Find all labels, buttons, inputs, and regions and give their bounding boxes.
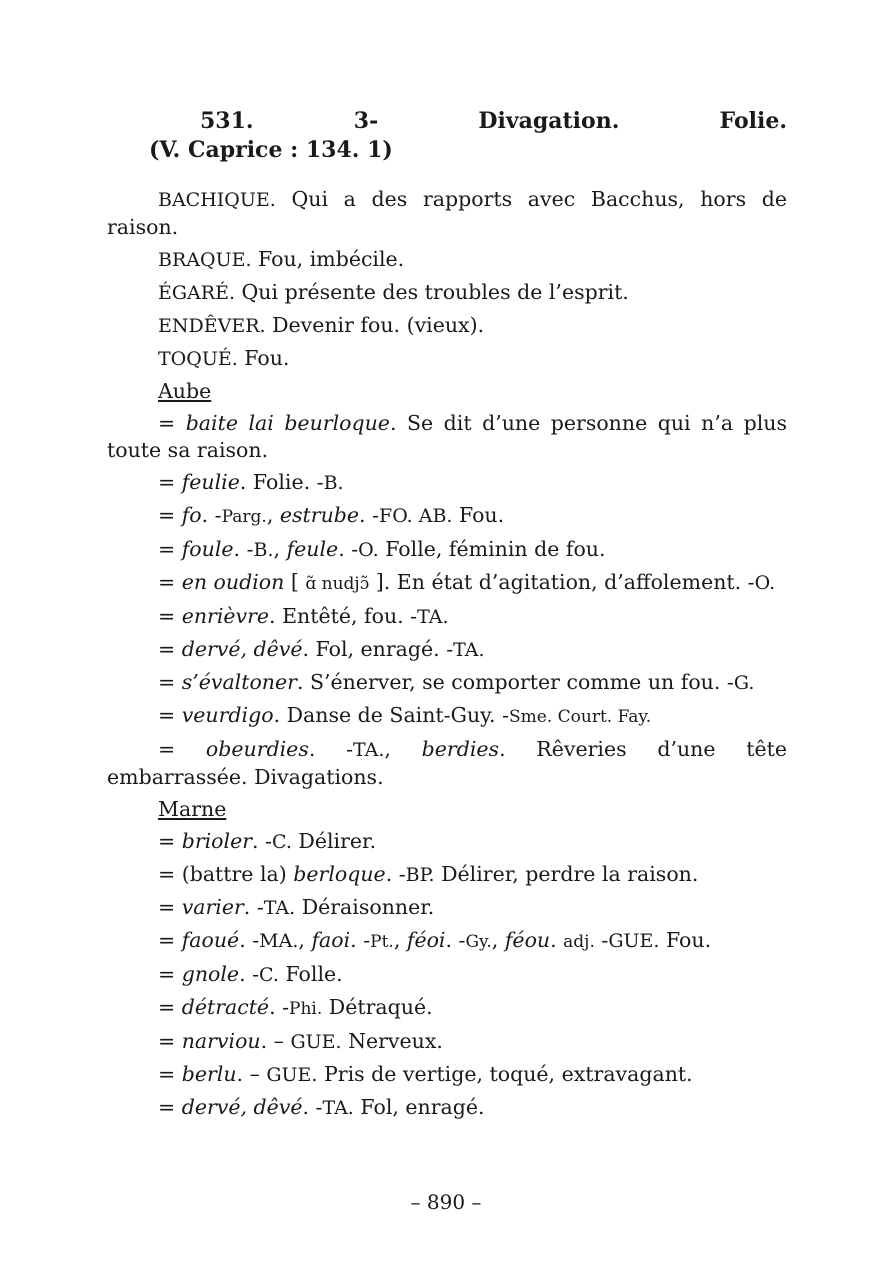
phonetic-transcription: ɑ̃ nudjɔ̃ xyxy=(305,574,370,594)
dialect-entry: = fo. -Parg., estrube. -FO. AB. Fou. xyxy=(158,503,505,527)
entry-toque: TOQUÉ. Fou. xyxy=(158,346,290,370)
dialect-entry: = brioler. -C. Délirer. xyxy=(158,829,377,853)
dialect-entry: = dervé, dêvé. -TA. Fol, enragé. xyxy=(158,1095,485,1119)
dialect-entry: = enrièvre. Entêté, fou. -TA. xyxy=(158,604,449,628)
dialect-entry: = (battre la) berloque. -BP. Délirer, perdre la raison. xyxy=(158,862,699,886)
entry-endever: ENDÊVER. Devenir fou. (vieux). xyxy=(158,313,485,337)
dialect-entry: = berlu. – GUE. Pris de vertige, toqué, extravagant. xyxy=(158,1062,693,1086)
region-heading-aube: Aube xyxy=(158,379,212,403)
entry-egare: ÉGARÉ. Qui présente des troubles de l’esprit. xyxy=(158,280,629,304)
heading-line-1 xyxy=(107,107,787,136)
document-body xyxy=(107,186,787,1127)
dialect-entry: = foule. -B., feule. -O. Folle, féminin de fou. xyxy=(158,537,606,561)
dialect-entry: = en oudion [ ɑ̃ nudjɔ̃ ]. En état d’agitation, d’affolement. -O. xyxy=(158,570,776,594)
subsection-number: 3- xyxy=(353,108,379,134)
dialect-entry: = dervé, dêvé. Fol, enragé. -TA. xyxy=(158,637,485,661)
entry-braque: BRAQUE. Fou, imbécile. xyxy=(158,247,405,271)
dialect-entry: = obeurdies. -TA., berdies. Rêveries d’une tête embarrassée. Divagations. xyxy=(107,737,787,789)
dialect-entry: = détracté. -Phi. Détraqué. xyxy=(158,995,433,1019)
dialect-entry: = gnole. -C. Folle. xyxy=(158,962,343,986)
dialect-entry: = faoué. -MA., faoi. -Pt., féoi. -Gy., féou. adj. -GUE. Fou. xyxy=(158,928,712,952)
dialect-entry: = feulie. Folie. -B. xyxy=(158,470,344,494)
heading-cross-reference: (V. Caprice : 134. 1) xyxy=(149,137,393,163)
section-number: 531. xyxy=(200,108,254,134)
heading-word-divagation: Divagation. xyxy=(478,108,620,134)
dialect-entry: = varier. -TA. Déraisonner. xyxy=(158,895,435,919)
dialect-entry: = narviou. – GUE. Nerveux. xyxy=(158,1029,443,1053)
page-number: – 890 – xyxy=(410,1190,482,1214)
entry-bachique: BACHIQUE. Qui a des rapports avec Bacchus, hors de raison. xyxy=(107,187,787,239)
dialect-entry: = baite lai beurloque. Se dit d’une personne qui n’a plus toute sa raison. xyxy=(107,411,787,462)
dialect-entry: = s’évaltoner. S’énerver, se comporter comme un fou. -G. xyxy=(158,670,755,694)
section-heading xyxy=(107,107,787,165)
region-heading-marne: Marne xyxy=(158,797,227,821)
heading-word-folie: Folie. xyxy=(719,108,787,134)
dialect-entry: = veurdigo. Danse de Saint-Guy. -Sme. Court. Fay. xyxy=(158,703,652,727)
